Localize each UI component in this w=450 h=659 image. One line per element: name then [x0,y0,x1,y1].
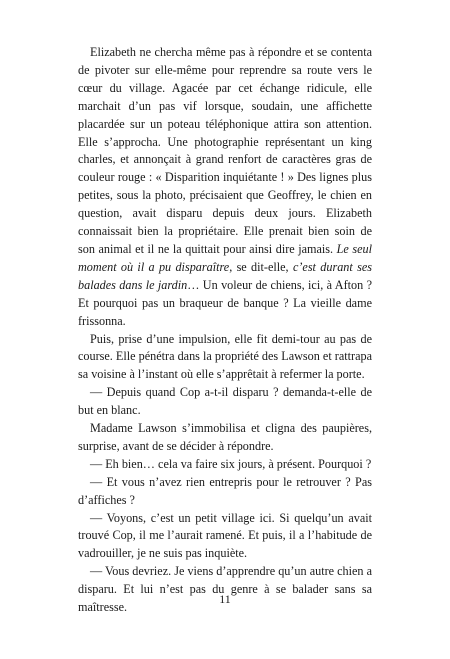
paragraph-italic-text: c’est durant ses balades dans le jardin [78,259,372,292]
dialogue-line [78,456,372,474]
page-number: 11 [219,592,231,606]
paragraph-text: , se dit-elle, [229,259,293,274]
paragraph-text: … Un voleur de chiens, ici, à Afton ? Et pourquoi pas un braqueur de banque ? La vieille dame frissonna. [78,277,373,328]
page-body [78,44,372,617]
paragraph-text: Puis, prise d’une impulsion, elle fit demi-tour au pas de course. Elle pénétra dans la propriété des Lawson et rattrapa sa voisine à l’instant où elle s’apprêtait à refermer la porte. [78,331,372,382]
dialogue-line [78,384,372,420]
paragraph-text: Madame Lawson s’immobilisa et cligna des paupières, surprise, avant de se décider à répondre. [78,421,372,453]
paragraph-italic-text: Le seul moment où il a pu disparaître [78,241,373,274]
paragraph-text: — Et vous n’avez rien entrepris pour le retrouver ? Pas d’affiches ? [78,474,372,507]
dialogue-line [78,563,372,617]
paragraph-text: — Depuis quand Cop a-t-il disparu ? demanda-t-elle de but en blanc. [78,385,372,418]
paragraph-text: Elizabeth ne chercha même pas à répondre et se contenta de pivoter sur elle-même pour reprendre sa route vers le cœur du village. Agacée par cet échange ridicule, elle marchait d’un pas vif lorsque, soudain, une affichette placardée sur un poteau téléphonique attira son attention. Elle s’approcha. Une photographie représentant un king charles, et annonçait à grand renfort de caractères gras de couleur rouge : « Disparition inquiétante ! » Des lignes plus petites, sous la photo, précisaient que Geoffrey, le chien en question, avait disparu depuis deux jours. Elizabeth connaissait bien la propriétaire. Elle prenait bien soin de son animal et il ne la quittait pour ainsi dire jamais. [78,45,372,256]
paragraph [78,331,372,385]
paragraph-text: — Eh bien… cela va faire six jours, à présent. Pourquoi ? [90,456,372,471]
dialogue-line [78,510,372,564]
paragraph [78,44,372,331]
paragraph [78,420,372,456]
dialogue-line [78,474,372,510]
paragraph-text: — Voyons, c’est un petit village ici. Si quelqu’un avait trouvé Cop, il me l’aurait ramené. Et puis, il a l’habitude de vadrouiller, je ne suis pas inquiète. [78,510,372,561]
paragraph-text: — Vous devriez. Je viens d’apprendre qu’un autre chien a disparu. Et lui n’est pas du genre à se balader sans sa maîtresse. [78,564,372,615]
